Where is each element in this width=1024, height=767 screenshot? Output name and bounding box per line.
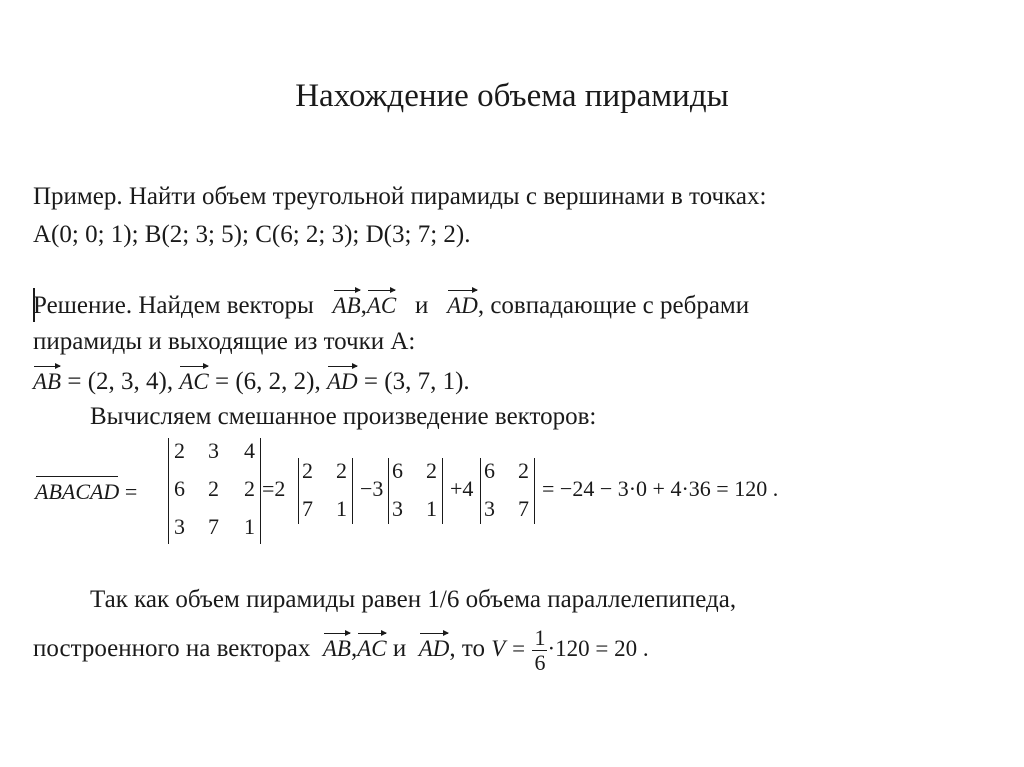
vector-ac-3: AC — [357, 633, 386, 662]
vector-ab-2: AB — [33, 366, 61, 395]
conclusion-start: построенного на векторах — [33, 635, 311, 663]
matrix-cell: 1 — [244, 514, 255, 539]
determinant-result: = −24 − 3·0 + 4·36 = 120 . — [542, 476, 779, 501]
matrix-cell: 7 — [208, 514, 219, 539]
fraction-one-sixth — [532, 626, 547, 675]
minor-cell: 7 — [302, 496, 313, 521]
and-word-2: и — [392, 635, 407, 663]
solution-find-text: Найдем векторы — [138, 292, 314, 319]
vector-values-line — [33, 366, 470, 396]
vector-ac-2: AC — [179, 366, 208, 395]
matrix-cell: 2 — [174, 438, 185, 463]
fraction-numerator: 1 — [534, 625, 546, 650]
minor-cell: 1 — [426, 496, 437, 521]
lhs-equals: = — [124, 479, 138, 504]
vector-ab: AB — [333, 290, 361, 319]
minor-cell: 2 — [518, 458, 529, 483]
matrix-cell: 2 — [208, 476, 219, 501]
minor-cell: 3 — [484, 496, 495, 521]
term3-coef: +4 — [450, 476, 474, 501]
vector-ab-3: AB — [323, 633, 351, 662]
mixed-product-vectors: ABACAD — [35, 476, 119, 505]
matrix-cell: 6 — [174, 476, 185, 501]
minor-cell: 2 — [302, 458, 313, 483]
minor-cell: 7 — [518, 496, 529, 521]
matrix-cell: 3 — [208, 438, 219, 463]
minor-3 — [480, 458, 536, 524]
term1-coef: =2 — [262, 476, 286, 501]
then-word: , то — [449, 635, 486, 663]
volume-eq: V = — [491, 636, 527, 662]
comma: , — [350, 635, 358, 663]
example-line-1 — [33, 183, 766, 211]
minor-2 — [388, 458, 444, 524]
page-title: Нахождение объема пирамиды — [295, 78, 729, 114]
solution-label: Решение. — [33, 292, 133, 319]
example-text: Найти объем треугольной пирамиды с вершинами в точках: — [128, 183, 767, 210]
conclusion-line-1: Так как объем пирамиды равен 1/6 объема параллелепипеда, — [90, 586, 737, 613]
solution-line-2: пирамиды и выходящие из точки A: — [33, 328, 416, 355]
example-label: Пример. — [33, 183, 123, 210]
minor-cell: 2 — [336, 458, 347, 483]
matrix-cell: 3 — [174, 514, 185, 539]
ac-value: = (6, 2, 2), — [215, 368, 321, 395]
example-points: A(0; 0; 1); B(2; 3; 5); C(6; 2; 3); D(3; 7; 2). — [33, 221, 471, 248]
determinant-3x3 — [168, 438, 262, 544]
vector-ad-3: AD — [419, 633, 450, 662]
solution-line-1: Решение. Найдем векторы AB,AC и AD, совпадающие с ребрами — [33, 292, 750, 319]
volume-result: ·120 = 20 . — [547, 636, 649, 662]
fraction-denominator: 6 — [534, 650, 546, 675]
vector-ad: AD — [447, 290, 478, 319]
minor-cell: 2 — [426, 458, 437, 483]
term2-coef: −3 — [360, 476, 384, 501]
mixed-product-lhs — [35, 476, 137, 505]
minor-cell: 3 — [392, 496, 403, 521]
vector-ad-2: AD — [327, 366, 358, 395]
conclusion-line-2 — [33, 626, 649, 675]
minor-cell: 6 — [392, 458, 403, 483]
matrix-cell: 4 — [244, 438, 255, 463]
ab-value: = (2, 3, 4), — [67, 368, 174, 395]
coinciding-text: , совпадающие с ребрами — [477, 292, 750, 319]
vector-ac: AC — [367, 290, 396, 319]
minor-cell: 1 — [336, 496, 347, 521]
minor-cell: 6 — [484, 458, 495, 483]
mixed-product-text: Вычисляем смешанное произведение векторов: — [90, 403, 597, 430]
and-word: и — [415, 292, 429, 319]
minor-1 — [298, 458, 354, 524]
ad-value: = (3, 7, 1). — [363, 368, 470, 395]
matrix-cell: 2 — [244, 476, 255, 501]
